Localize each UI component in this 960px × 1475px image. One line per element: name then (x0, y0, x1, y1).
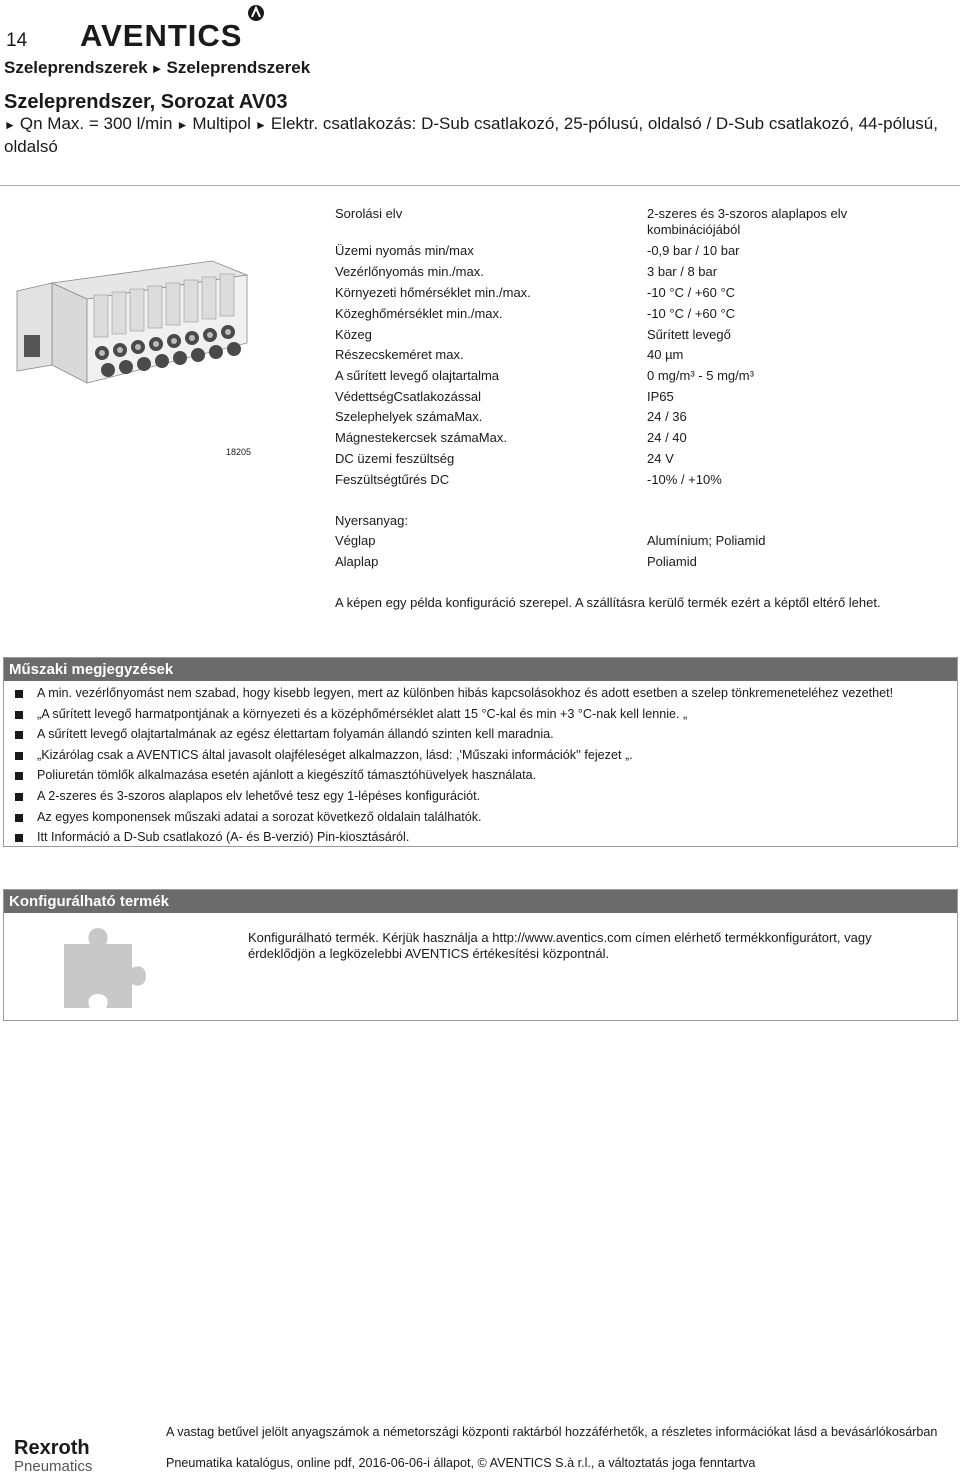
brand-wordmark: AVENTICS (80, 18, 243, 50)
puzzle-piece-icon (60, 922, 148, 1010)
product-image (12, 243, 262, 393)
note-text: A sűrített levegő olajtartalmának az egész élettartam folyamán állandó szinten kell maradnia. (37, 727, 554, 742)
spec-label: A sűrített levegő olajtartalma (335, 368, 500, 383)
spec-value: 40 µm (647, 347, 684, 362)
bullet-icon (15, 690, 23, 698)
note-text: „Kizárólag csak a AVENTICS által javasolt olajféleséget alkalmazzon, lásd: ,'Műszaki információk'' fejezet „. (37, 747, 633, 762)
note-text: Az egyes komponensek műszaki adatai a sorozat következő oldalain találhatók. (37, 809, 482, 824)
spec-value: -10 °C / +60 °C (647, 306, 736, 321)
material-value: Poliamid (647, 554, 697, 569)
list-item (4, 745, 957, 766)
spec-label: Vezérlőnyomás min./max. (335, 264, 484, 279)
spec-value: -10% / +10% (647, 472, 722, 487)
footer-note: A vastag betűvel jelölt anyagszámok a németországi központi raktárból hozzáférhetők, a részletes információkat lásd a bevásárlókosárban (166, 1425, 938, 1439)
spec-label: Sorolási elv (335, 206, 403, 221)
aventics-logo (80, 2, 266, 50)
note-text: A 2-szeres és 3-szoros alaplapos elv lehetővé tesz egy 1-lépéses konfigurációt. (37, 788, 481, 803)
spec-value: 24 / 36 (647, 409, 687, 424)
technical-notes-section (3, 657, 958, 847)
spec-label: Üzemi nyomás min/max (335, 243, 474, 258)
footer-copyright: Pneumatika katalógus, online pdf, 2016-06-06-i állapot, © AVENTICS S.à r.l., a változtatás joga fenntartva (166, 1456, 756, 1470)
logo-line: Rexroth (14, 1437, 90, 1459)
bullet-icon (15, 793, 23, 801)
spec-value: IP65 (647, 389, 674, 404)
note-text: „A sűrített levegő harmatpontjának a környezeti és a középhőmérséklet alatt 15 °C-kal és min +3 °C-nak kell lennie. „ (37, 706, 688, 721)
bullet-icon (15, 834, 23, 842)
arrow-right-icon: ► (4, 118, 16, 132)
logo-line: Pneumatics (14, 1458, 93, 1475)
breadcrumb-item[interactable]: Szeleprendszerek (166, 58, 311, 77)
spec-value: 24 V (647, 451, 674, 466)
bullet-icon (15, 814, 23, 822)
section-title: Konfigurálható termék (4, 890, 957, 913)
page-number: 14 (6, 30, 28, 51)
arrow-right-icon: ► (150, 61, 164, 76)
spec-label: Szelephelyek számaMax. (335, 409, 483, 424)
materials-heading: Nyersanyag: (335, 513, 408, 528)
spec-value: 3 bar / 8 bar (647, 264, 718, 279)
subtitle-part: Elektr. csatlakozás: D-Sub csatlakozó, 25-pólusú, oldalsó / D-Sub csatlakozó, 44-pólusú, oldalsó (4, 114, 938, 156)
spec-label: Feszültségtűrés DC (335, 472, 450, 487)
note-text: A min. vezérlőnyomást nem szabad, hogy kisebb legyen, mert az különben hibás kapcsolásokhoz és adott esetben a szelep tönkremeneteléhez vezethet! (37, 686, 894, 700)
section-title: Műszaki megjegyzések (4, 658, 957, 681)
divider (0, 185, 960, 186)
spec-label: Környezeti hőmérséklet min./max. (335, 285, 531, 300)
spec-label: DC üzemi feszültség (335, 451, 455, 466)
product-subtitle (4, 113, 944, 158)
list-item (4, 786, 957, 807)
list-item (4, 807, 957, 828)
spec-value: 0 mg/m³ - 5 mg/m³ (647, 368, 754, 383)
configurable-product-text: Konfigurálható termék. Kérjük használja a http://www.aventics.com címen elérhető termékkonfigurátort, vagy érdeklődjön a legközelebbi AVENTICS értékesítési központnál. (248, 930, 872, 961)
breadcrumb (4, 58, 310, 78)
arrow-right-icon: ► (176, 118, 189, 132)
configuration-note: A képen egy példa konfiguráció szerepel. A szállításra kerülő termék ezért a képtől eltérő lehet. (335, 595, 881, 610)
list-item[interactable] (4, 827, 957, 848)
spec-label: Mágnestekercsek számaMax. (335, 430, 507, 445)
material-label: Véglap (335, 533, 376, 548)
image-code: 18205 (226, 447, 252, 457)
spec-value: 24 / 40 (647, 430, 687, 445)
spec-value: -10 °C / +60 °C (647, 285, 736, 300)
spec-label: Közeghőmérséklet min./max. (335, 306, 503, 321)
spec-value: 2-szeres és 3-szoros alaplapos elv kombinációjából (647, 206, 848, 237)
list-item (4, 724, 957, 745)
arrow-right-icon: ► (254, 118, 267, 132)
list-item (4, 704, 957, 725)
breadcrumb-item[interactable]: Szeleprendszerek (4, 58, 148, 77)
bullet-icon (15, 772, 23, 780)
note-text: Poliuretán tömlők alkalmazása esetén ajánlott a kiegészítő támasztóhüvelyek használata. (37, 768, 537, 783)
subtitle-part: Multipol (192, 114, 251, 133)
list-item (4, 765, 957, 786)
spec-label: Részecskeméret max. (335, 347, 464, 362)
rexroth-logo (14, 1437, 92, 1475)
spec-label: Közeg (335, 327, 372, 342)
bullet-icon (15, 711, 23, 719)
list-item (4, 683, 957, 704)
bullet-icon (15, 731, 23, 739)
spec-label: VédettségCsatlakozással (335, 389, 481, 404)
material-label: Alaplap (335, 554, 379, 569)
spec-value: Sűrített levegő (647, 327, 731, 342)
note-link-text[interactable]: Itt Információ a D-Sub csatlakozó (A- és B-verzió) Pin-kiosztásáról. (37, 830, 410, 845)
material-value: Alumínium; Poliamid (647, 533, 766, 548)
subtitle-part: Qn Max. = 300 l/min (19, 114, 173, 133)
bullet-icon (15, 752, 23, 760)
page-title: Szeleprendszer, Sorozat AV03 (4, 91, 288, 113)
spec-value: -0,9 bar / 10 bar (647, 243, 740, 258)
